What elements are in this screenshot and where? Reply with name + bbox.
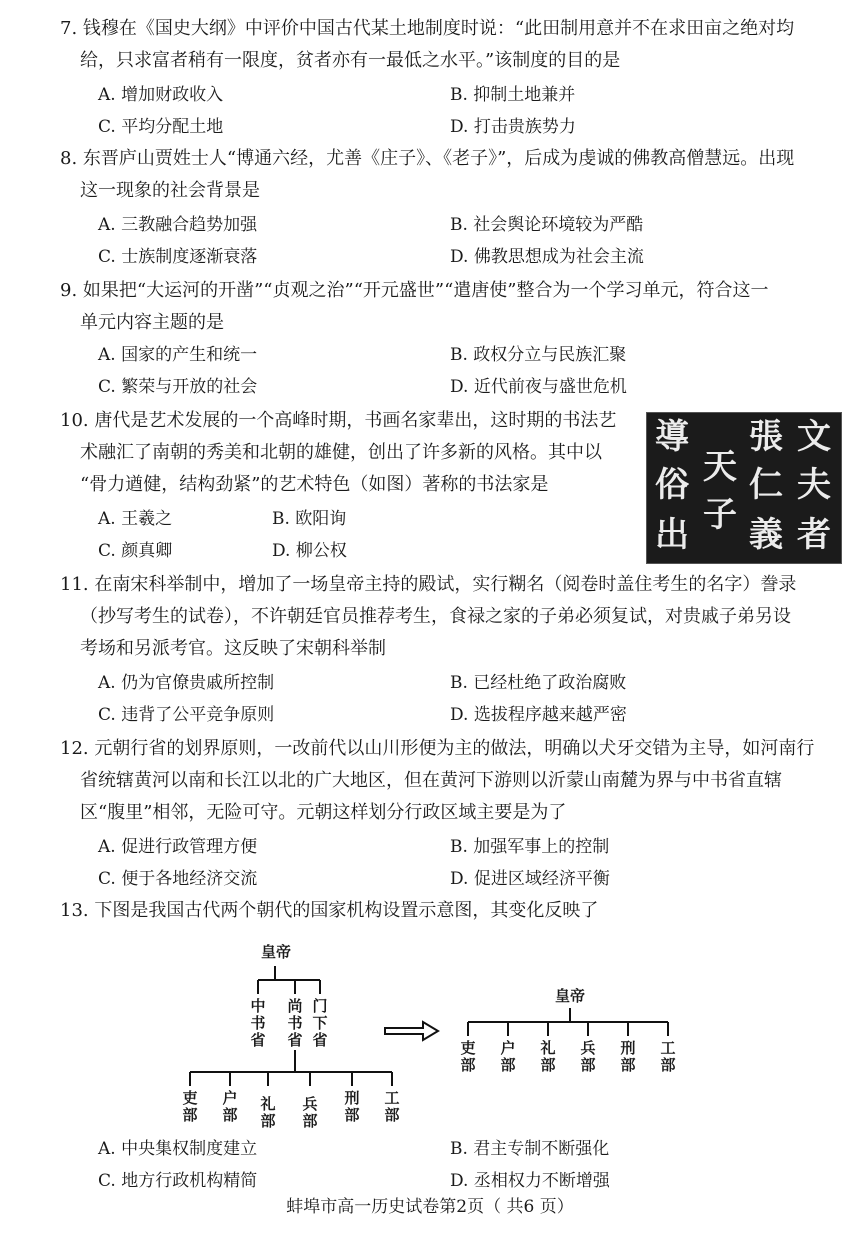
q11-option-c[interactable]: C. 违背了公平竞争原则 (98, 705, 275, 725)
right-li-bu-rites: 礼 部 (540, 1039, 556, 1074)
calligraphy-char: 導 (655, 417, 689, 457)
q10-option-b[interactable]: B. 欧阳询 (272, 509, 347, 529)
q11-stem-line2: （抄写考生的试卷），不许朝廷官员推荐考生，食禄之家的子弟必须复试，对贵戚子弟另设 (80, 606, 791, 627)
q10-stem-line3: “骨力遒健，结构劲紧”的艺术特色（如图）著称的书法家是 (80, 474, 549, 495)
q13-option-b[interactable]: B. 君主专制不断强化 (450, 1139, 610, 1159)
left-xing-bu: 刑 部 (344, 1089, 360, 1124)
emperor-label-right: 皇帝 (554, 987, 585, 1005)
q9-option-a[interactable]: A. 国家的产生和统一 (98, 345, 258, 365)
q11-option-a[interactable]: A. 仍为官僚贵戚所控制 (98, 673, 275, 693)
left-bing-bu: 兵 部 (302, 1095, 318, 1130)
institution-diagram (180, 932, 680, 1137)
q12-option-b[interactable]: B. 加强军事上的控制 (450, 837, 610, 857)
q7-stem-line1: 7. 钱穆在《国史大纲》中评价中国古代某土地制度时说：“此田制用意并不在求田亩之绝对均 (60, 18, 795, 39)
q7-option-b[interactable]: B. 抑制土地兼并 (450, 85, 576, 105)
q9-stem-line1: 9. 如果把“大运河的开凿”“贞观之治”“开元盛世”“遣唐使”整合为一个学习单元，符合这一 (60, 280, 769, 301)
q10-stem-line1: 10. 唐代是艺术发展的一个高峰时期，书画名家辈出，这时期的书法艺 (60, 410, 617, 431)
q7-option-d[interactable]: D. 打击贵族势力 (450, 117, 576, 137)
calligraphy-char: 者 (797, 515, 831, 555)
q9-option-c[interactable]: C. 繁荣与开放的社会 (98, 377, 258, 397)
q11-stem-line3: 考场和另派考官。这反映了宋朝科举制 (80, 638, 386, 659)
right-hu-bu: 户 部 (500, 1039, 516, 1074)
q13-option-a[interactable]: A. 中央集权制度建立 (98, 1139, 258, 1159)
menxia-sheng: 门 下 省 (312, 997, 328, 1049)
q9-stem-line2: 单元内容主题的是 (80, 312, 224, 333)
q8-option-b[interactable]: B. 社会舆论环境较为严酷 (450, 215, 644, 235)
emperor-label-left: 皇帝 (260, 943, 291, 961)
q12-stem-line1: 12. 元朝行省的划界原则，一改前代以山川形便为主的做法，明确以犬牙交错为主导，如河南行 (60, 738, 815, 759)
q8-stem-line1: 8. 东晋庐山贾姓士人“博通六经，尤善《庄子》、《老子》”，后成为虔诚的佛教高僧慧远。出现 (60, 148, 795, 169)
q12-stem-line3: 区“腹里”相邻，无险可守。元朝这样划分行政区域主要是为了 (80, 802, 567, 823)
q12-option-c[interactable]: C. 便于各地经济交流 (98, 869, 258, 889)
q13-stem-line1: 13. 下图是我国古代两个朝代的国家机构设置示意图，其变化反映了 (60, 900, 599, 921)
q9-option-d[interactable]: D. 近代前夜与盛世危机 (450, 377, 627, 397)
q11-stem-line1: 11. 在南宋科举制中，增加了一场皇帝主持的殿试，实行糊名（阅卷时盖住考生的名字）誊录 (60, 574, 797, 595)
q12-option-d[interactable]: D. 促进区域经济平衡 (450, 869, 610, 889)
calligraphy-char: 張 (749, 417, 783, 457)
calligraphy-char: 俗 (655, 465, 689, 505)
right-li-bu: 吏 部 (460, 1039, 476, 1074)
q11-option-d[interactable]: D. 选拔程序越来越严密 (450, 705, 627, 725)
q10-option-a[interactable]: A. 王羲之 (98, 509, 173, 529)
right-gong-bu: 工 部 (660, 1039, 676, 1074)
q10-stem-line2: 术融汇了南朝的秀美和北朝的雄健，创出了许多新的风格。其中以 (80, 442, 602, 463)
q8-option-d[interactable]: D. 佛教思想成为社会主流 (450, 247, 644, 267)
q10-option-d[interactable]: D. 柳公权 (272, 541, 347, 561)
arrow-right-icon (385, 1022, 438, 1040)
calligraphy-char: 天 (703, 447, 737, 487)
q7-stem-line2: 给，只求富者稍有一限度，贫者亦有一最低之水平。”该制度的目的是 (80, 50, 621, 71)
q13-option-d[interactable]: D. 丞相权力不断增强 (450, 1171, 610, 1191)
page-footer: 蚌埠市高一历史试卷第2页（ 共6 页） (286, 1197, 574, 1217)
left-li-bu: 吏 部 (182, 1089, 198, 1124)
q12-option-a[interactable]: A. 促进行政管理方便 (98, 837, 258, 857)
left-hu-bu: 户 部 (222, 1089, 238, 1124)
calligraphy-char: 義 (749, 515, 783, 555)
right-bing-bu: 兵 部 (580, 1039, 596, 1074)
q9-option-b[interactable]: B. 政权分立与民族汇聚 (450, 345, 627, 365)
right-xing-bu: 刑 部 (620, 1039, 636, 1074)
q7-option-c[interactable]: C. 平均分配土地 (98, 117, 224, 137)
q13-option-c[interactable]: C. 地方行政机构精简 (98, 1171, 258, 1191)
q12-stem-line2: 省统辖黄河以南和长江以北的广大地区，但在黄河下游则以沂蒙山南麓为界与中书省直辖 (80, 770, 782, 791)
left-gong-bu: 工 部 (384, 1089, 400, 1124)
q8-option-a[interactable]: A. 三教融合趋势加强 (98, 215, 258, 235)
calligraphy-char: 仁 (749, 465, 783, 505)
q8-stem-line2: 这一现象的社会背景是 (80, 180, 260, 201)
zhongshu-sheng: 中 书 省 (250, 997, 266, 1049)
shangshu-sheng: 尚 书 省 (287, 997, 303, 1049)
calligraphy-char: 文 (797, 417, 831, 457)
left-li-bu-rites: 礼 部 (260, 1095, 276, 1130)
calligraphy-char: 夫 (797, 465, 831, 505)
calligraphy-image (646, 412, 842, 564)
q8-option-c[interactable]: C. 士族制度逐渐衰落 (98, 247, 258, 267)
calligraphy-char: 出 (655, 515, 689, 555)
calligraphy-char: 子 (703, 495, 737, 535)
q7-option-a[interactable]: A. 增加财政收入 (98, 85, 224, 105)
q10-option-c[interactable]: C. 颜真卿 (98, 541, 173, 561)
q11-option-b[interactable]: B. 已经杜绝了政治腐败 (450, 673, 627, 693)
